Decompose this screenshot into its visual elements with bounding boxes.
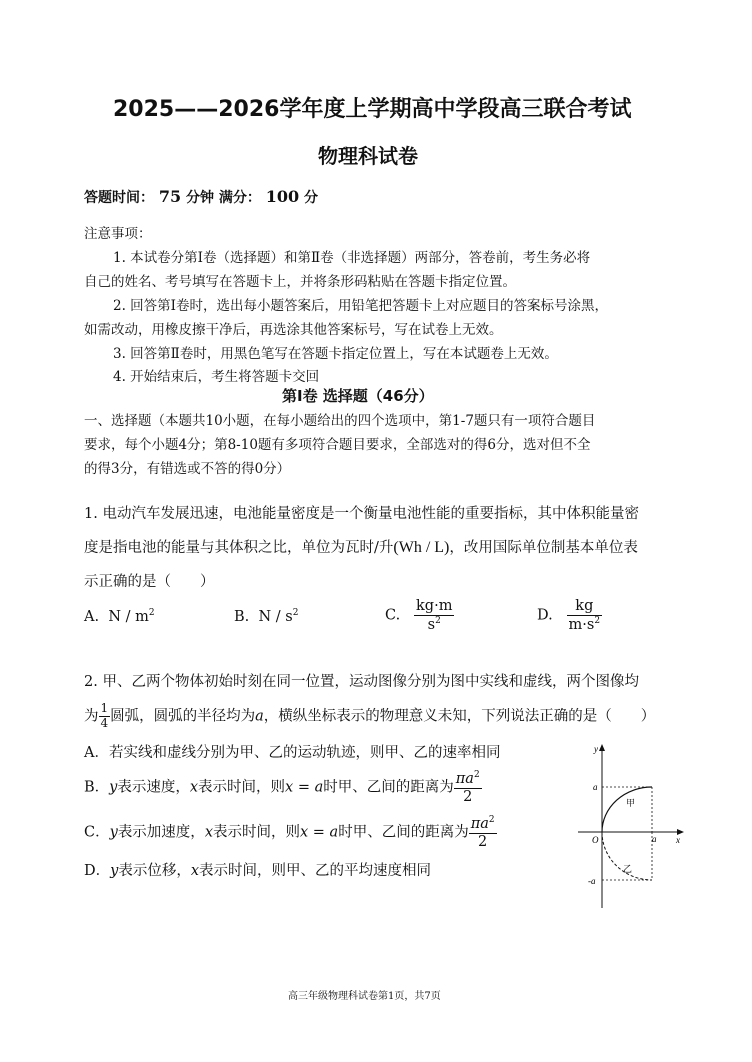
q2-text: 表示加速度， [117, 824, 205, 841]
denominator [567, 616, 603, 634]
q2-text: 为 [84, 708, 99, 725]
exponent: 2 [292, 608, 299, 618]
denominator [414, 616, 454, 634]
x-axis-label: x [676, 835, 680, 845]
denominator: 4 [100, 715, 109, 730]
score-label: 满分： [218, 190, 261, 206]
notice-item: 1. 本试卷分第Ⅰ卷（选择题）和第Ⅱ卷（非选择题）两部分，答卷前，考生务必将 [113, 250, 591, 266]
numerator: kg [567, 598, 603, 616]
q2-text: 时甲、乙间的距离为 [323, 779, 454, 796]
notice-item: 如需改动，用橡皮擦干净后，再选涂其他答案标号，写在试卷上无效。 [84, 322, 503, 338]
numerator [454, 770, 482, 789]
numerator: 1 [100, 701, 109, 715]
fraction [454, 770, 482, 805]
section-intro: 的得3分，有错选或不答的得0分） [84, 461, 291, 477]
variable: y [110, 863, 119, 879]
q2-text: ，横纵坐标表示的物理意义未知，下列说法正确的是（ ） [263, 708, 656, 725]
variable: x [190, 863, 200, 879]
variable: y [109, 824, 118, 841]
exponent: 2 [473, 770, 480, 780]
variable: x [189, 779, 199, 796]
q1-stem: 示正确的是（ ） [84, 574, 215, 590]
q2-text: 圆弧，圆弧的半径均为 [110, 708, 256, 725]
time-unit: 分钟 [186, 190, 215, 206]
score-value: 100 [265, 187, 300, 206]
q1-unit: (Wh / L) [393, 539, 450, 556]
page-footer: 高三年级物理科试卷第1页，共7页 [288, 991, 441, 1002]
q2-stem-line2 [84, 702, 655, 731]
y-axis-arrow [599, 744, 605, 751]
q1-option-b [234, 608, 298, 625]
notice-item: 4. 开始结束后，考生将答题卡交回 [113, 369, 320, 385]
variable: y [109, 779, 118, 796]
jia-label: 甲 [626, 799, 636, 809]
a-top-label: a [593, 782, 598, 792]
a-right-label: a [652, 834, 657, 844]
time-value: 75 [158, 187, 182, 206]
time-label: 答题时间： [84, 190, 154, 206]
arc-jia [602, 787, 652, 832]
option-value: N / m [108, 608, 149, 625]
numerator: kg·m [416, 598, 453, 614]
yi-label: 乙 [623, 865, 633, 875]
option-label: B. [234, 608, 250, 625]
q2-text: 表示速度， [117, 779, 190, 796]
option-value: N / s [258, 608, 293, 625]
q2-text: 时甲、乙间的距离为 [338, 824, 469, 841]
option-label: A. [84, 608, 100, 625]
option-label: C. [385, 607, 401, 624]
q1-option-d [537, 598, 602, 633]
q1-option-c [385, 598, 454, 633]
q1-stem-line2 [84, 536, 638, 557]
q2-text: 表示时间，则甲、乙的平均速度相同 [199, 863, 432, 879]
option-label: D. [537, 607, 553, 624]
equation: x = a [285, 779, 324, 796]
section-intro: 一、选择题（本题共10小题，在每小题给出的四个选项中，第1-7题只有一项符合题目 [84, 413, 596, 429]
q2-option-a: A．若实线和虚线分别为甲、乙的运动轨迹，则甲、乙的速率相同 [84, 745, 501, 761]
denominator: 2 [463, 788, 473, 805]
score-unit: 分 [304, 190, 319, 206]
q2-option-b [84, 770, 482, 805]
q2-stem: 2. 甲、乙两个物体初始时刻在同一位置，运动图像分别为图中实线和虚线，两个图像均 [84, 674, 639, 690]
option-label: C． [84, 824, 110, 841]
notice-heading: 注意事项： [84, 226, 152, 242]
q2-option-d [84, 859, 431, 880]
q2-text: 表示位移， [118, 863, 191, 879]
exponent: 2 [148, 608, 155, 618]
notice-item: 自己的姓名、考号填写在答题卡上，并将条形码粘贴在答题卡指定位置。 [84, 274, 516, 290]
notice-item: 2. 回答第Ⅰ卷时，选出每小题答案后，用铅笔把答题卡上对应题目的答案标号涂黑， [113, 298, 609, 314]
exponent: 2 [488, 815, 495, 825]
motion-graph [572, 742, 692, 912]
den-text: s [427, 616, 436, 633]
section-intro: 要求，每个小题4分；第8-10题有多项符合题目要求，全部选对的得6分，选对但不全 [84, 437, 591, 453]
numerator [469, 815, 497, 834]
denominator: 2 [478, 833, 488, 850]
exam-meta [84, 187, 318, 207]
fraction [469, 815, 497, 850]
exam-title: 2025——2026学年度上学期高中学段高三联合考试 [113, 97, 632, 122]
a-bottom-label: -a [588, 876, 596, 886]
exponent: 2 [435, 615, 441, 626]
den-text: m·s [568, 616, 595, 633]
fraction [567, 598, 603, 633]
q1-text: ，改用国际单位制基本单位表 [449, 540, 638, 556]
equation: x = a [300, 824, 339, 841]
option-label: D． [84, 863, 111, 879]
exam-subtitle: 物理科试卷 [318, 144, 418, 168]
q2-text: 表示时间，则 [198, 779, 286, 796]
num-text: πa [470, 815, 489, 832]
origin-label: O [592, 835, 599, 845]
fraction [414, 598, 454, 633]
notice-item: 3. 回答第Ⅱ卷时，用黑色笔写在答题卡指定位置上，写在本试题卷上无效。 [113, 346, 558, 362]
variable: a [255, 708, 264, 725]
q1-option-a [84, 608, 155, 625]
quarter-fraction [99, 702, 111, 731]
variable: x [204, 824, 213, 841]
q2-option-c [84, 815, 497, 850]
num-text: πa [455, 770, 474, 787]
q1-stem: 1. 电动汽车发展迅速，电池能量密度是一个衡量电池性能的重要指标，其中体积能量密 [84, 506, 639, 522]
section-title: 第Ⅰ卷 选择题（46分） [282, 387, 434, 405]
q2-text: 表示时间，则 [213, 824, 300, 841]
q1-text: 度是指电池的能量与其体积之比，单位为瓦时/升 [84, 540, 394, 556]
exponent: 2 [594, 615, 601, 626]
option-label: B． [84, 779, 110, 796]
y-axis-label: y [594, 744, 598, 754]
